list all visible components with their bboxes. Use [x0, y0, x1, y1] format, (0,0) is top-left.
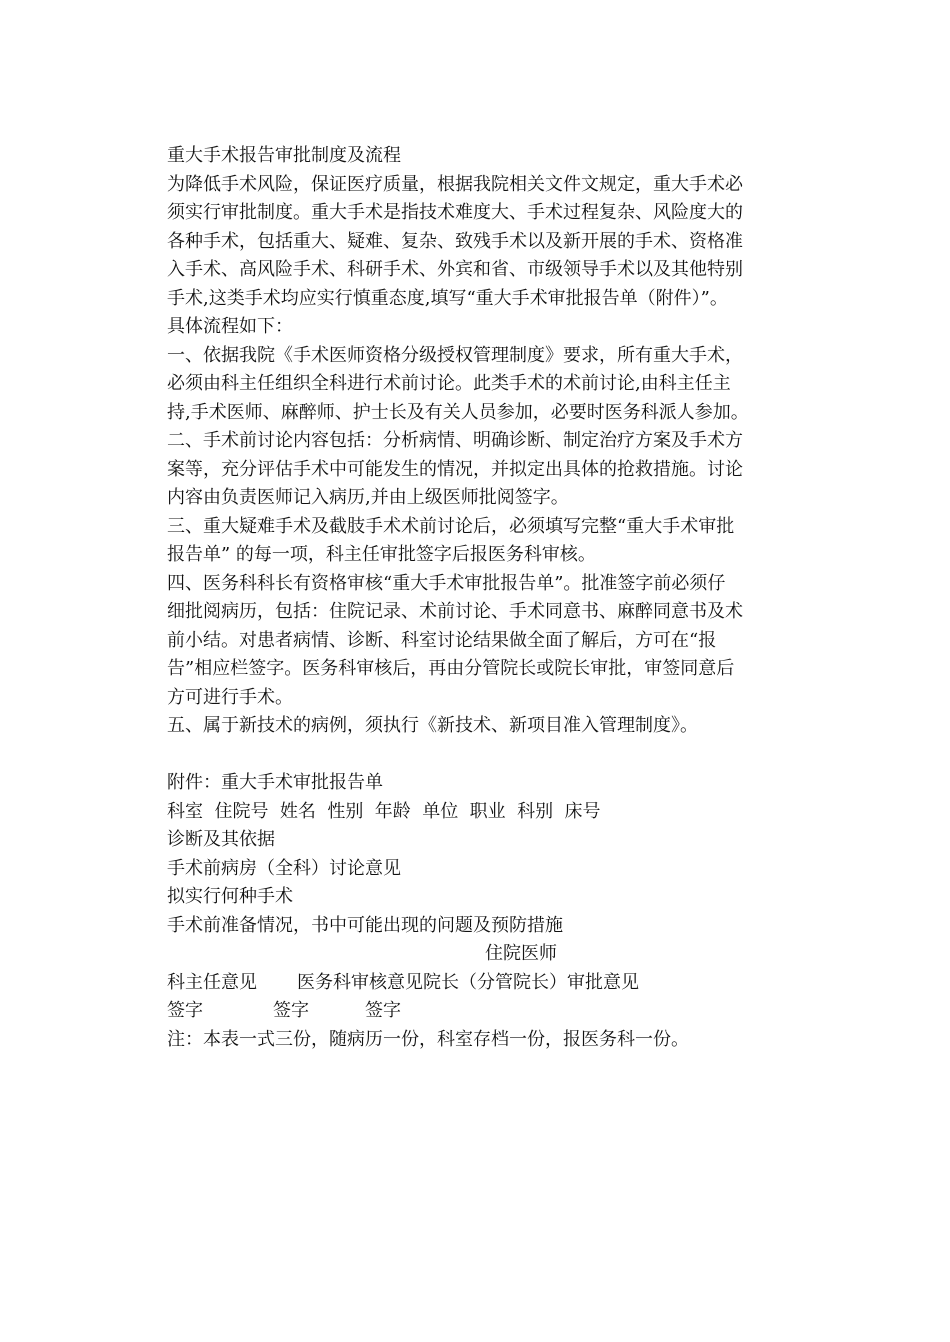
step-line-13: 方可进行手术。 [167, 686, 293, 708]
document-page [167, 142, 797, 1054]
step-line-4: 二、手术前讨论内容包括：分析病情、明确诊断、制定治疗方案及手术方 [167, 430, 743, 451]
step-line-12: 告”相应栏签字。医务科审核后，再由分管院长或院长审批，审签同意后 [167, 658, 735, 679]
appendix-preparation: 手术前准备情况，书中可能出现的问题及预防措施 [167, 914, 563, 936]
step-line-3: 持,手术医师、麻醉师、护士长及有关人员参加，必要时医务科派人参加。 [167, 401, 749, 423]
opinion-medical: 医务科审核意见 [297, 971, 423, 993]
intro-line-3: 各种手术，包括重大、疑难、复杂、致残手术以及新开展的手术、资格准 [167, 230, 743, 252]
appendix-discussion: 手术前病房（全科）讨论意见 [167, 857, 401, 879]
appendix-fields-line: 科室 住院号 姓名 性别 年龄 单位 职业 科别 床号 [167, 800, 601, 822]
step-line-14: 五、属于新技术的病例，须执行《新技术、新项目准入管理制度》。 [167, 715, 698, 736]
intro-line-6: 具体流程如下： [167, 316, 293, 337]
appendix-diagnosis: 诊断及其依据 [167, 829, 275, 850]
appendix-note: 注：本表一式三份，随病历一份，科室存档一份，报医务科一份。 [167, 1028, 689, 1050]
intro-line-2: 须实行审批制度。重大手术是指技术难度大、手术过程复杂、风险度大的 [167, 202, 743, 223]
step-line-11: 前小结。对患者病情、诊断、科室讨论结果做全面了解后，方可在“报 [167, 629, 717, 651]
appendix-heading: 附件：重大手术审批报告单 [167, 772, 383, 793]
opinion-president: 院长（分管院长）审批意见 [423, 971, 639, 993]
intro-line-1: 为降低手术风险，保证医疗质量，根据我院相关文件文规定，重大手术必 [167, 173, 743, 195]
step-line-6: 内容由负责医师记入病历,并由上级医师批阅签字。 [167, 487, 569, 508]
step-line-9: 四、医务科科长有资格审核“重大手术审批报告单”。批准签字前必须仔 [167, 572, 726, 594]
signature-chief: 签字 [167, 1000, 203, 1021]
appendix-signatures-row [167, 997, 797, 1026]
step-line-7: 三、重大疑难手术及截肢手术术前讨论后，必须填写完整“重大手术审批 [167, 515, 735, 537]
document-title: 重大手术报告审批制度及流程 [167, 145, 401, 166]
signature-medical: 签字 [273, 1000, 309, 1021]
step-line-5: 案等，充分评估手术中可能发生的情况，并拟定出具体的抢救措施。讨论 [167, 458, 743, 480]
step-line-1: 一、依据我院《手术医师资格分级授权管理制度》要求，所有重大手术， [167, 344, 743, 366]
opinion-chief: 科主任意见 [167, 971, 257, 993]
step-line-8: 报告单” 的每一项，科主任审批签字后报医务科审核。 [167, 544, 596, 565]
intro-line-4: 入手术、高风险手术、科研手术、外宾和省、市级领导手术以及其他特别 [167, 259, 743, 280]
appendix-planned-surgery: 拟实行何种手术 [167, 886, 293, 907]
spacer [167, 741, 797, 770]
signature-president: 签字 [365, 1000, 401, 1021]
intro-line-5: 手术,这类手术均应实行慎重态度,填写“重大手术审批报告单（附件）”。 [167, 287, 728, 309]
appendix-opinions-row [167, 969, 797, 998]
appendix-resident-physician: 住院医师 [485, 943, 557, 964]
step-line-10: 细批阅病历，包括：住院记录、术前讨论、手术同意书、麻醉同意书及术 [167, 601, 743, 622]
step-line-2: 必须由科主任组织全科进行术前讨论。此类手术的术前讨论,由科主任主 [167, 373, 731, 394]
